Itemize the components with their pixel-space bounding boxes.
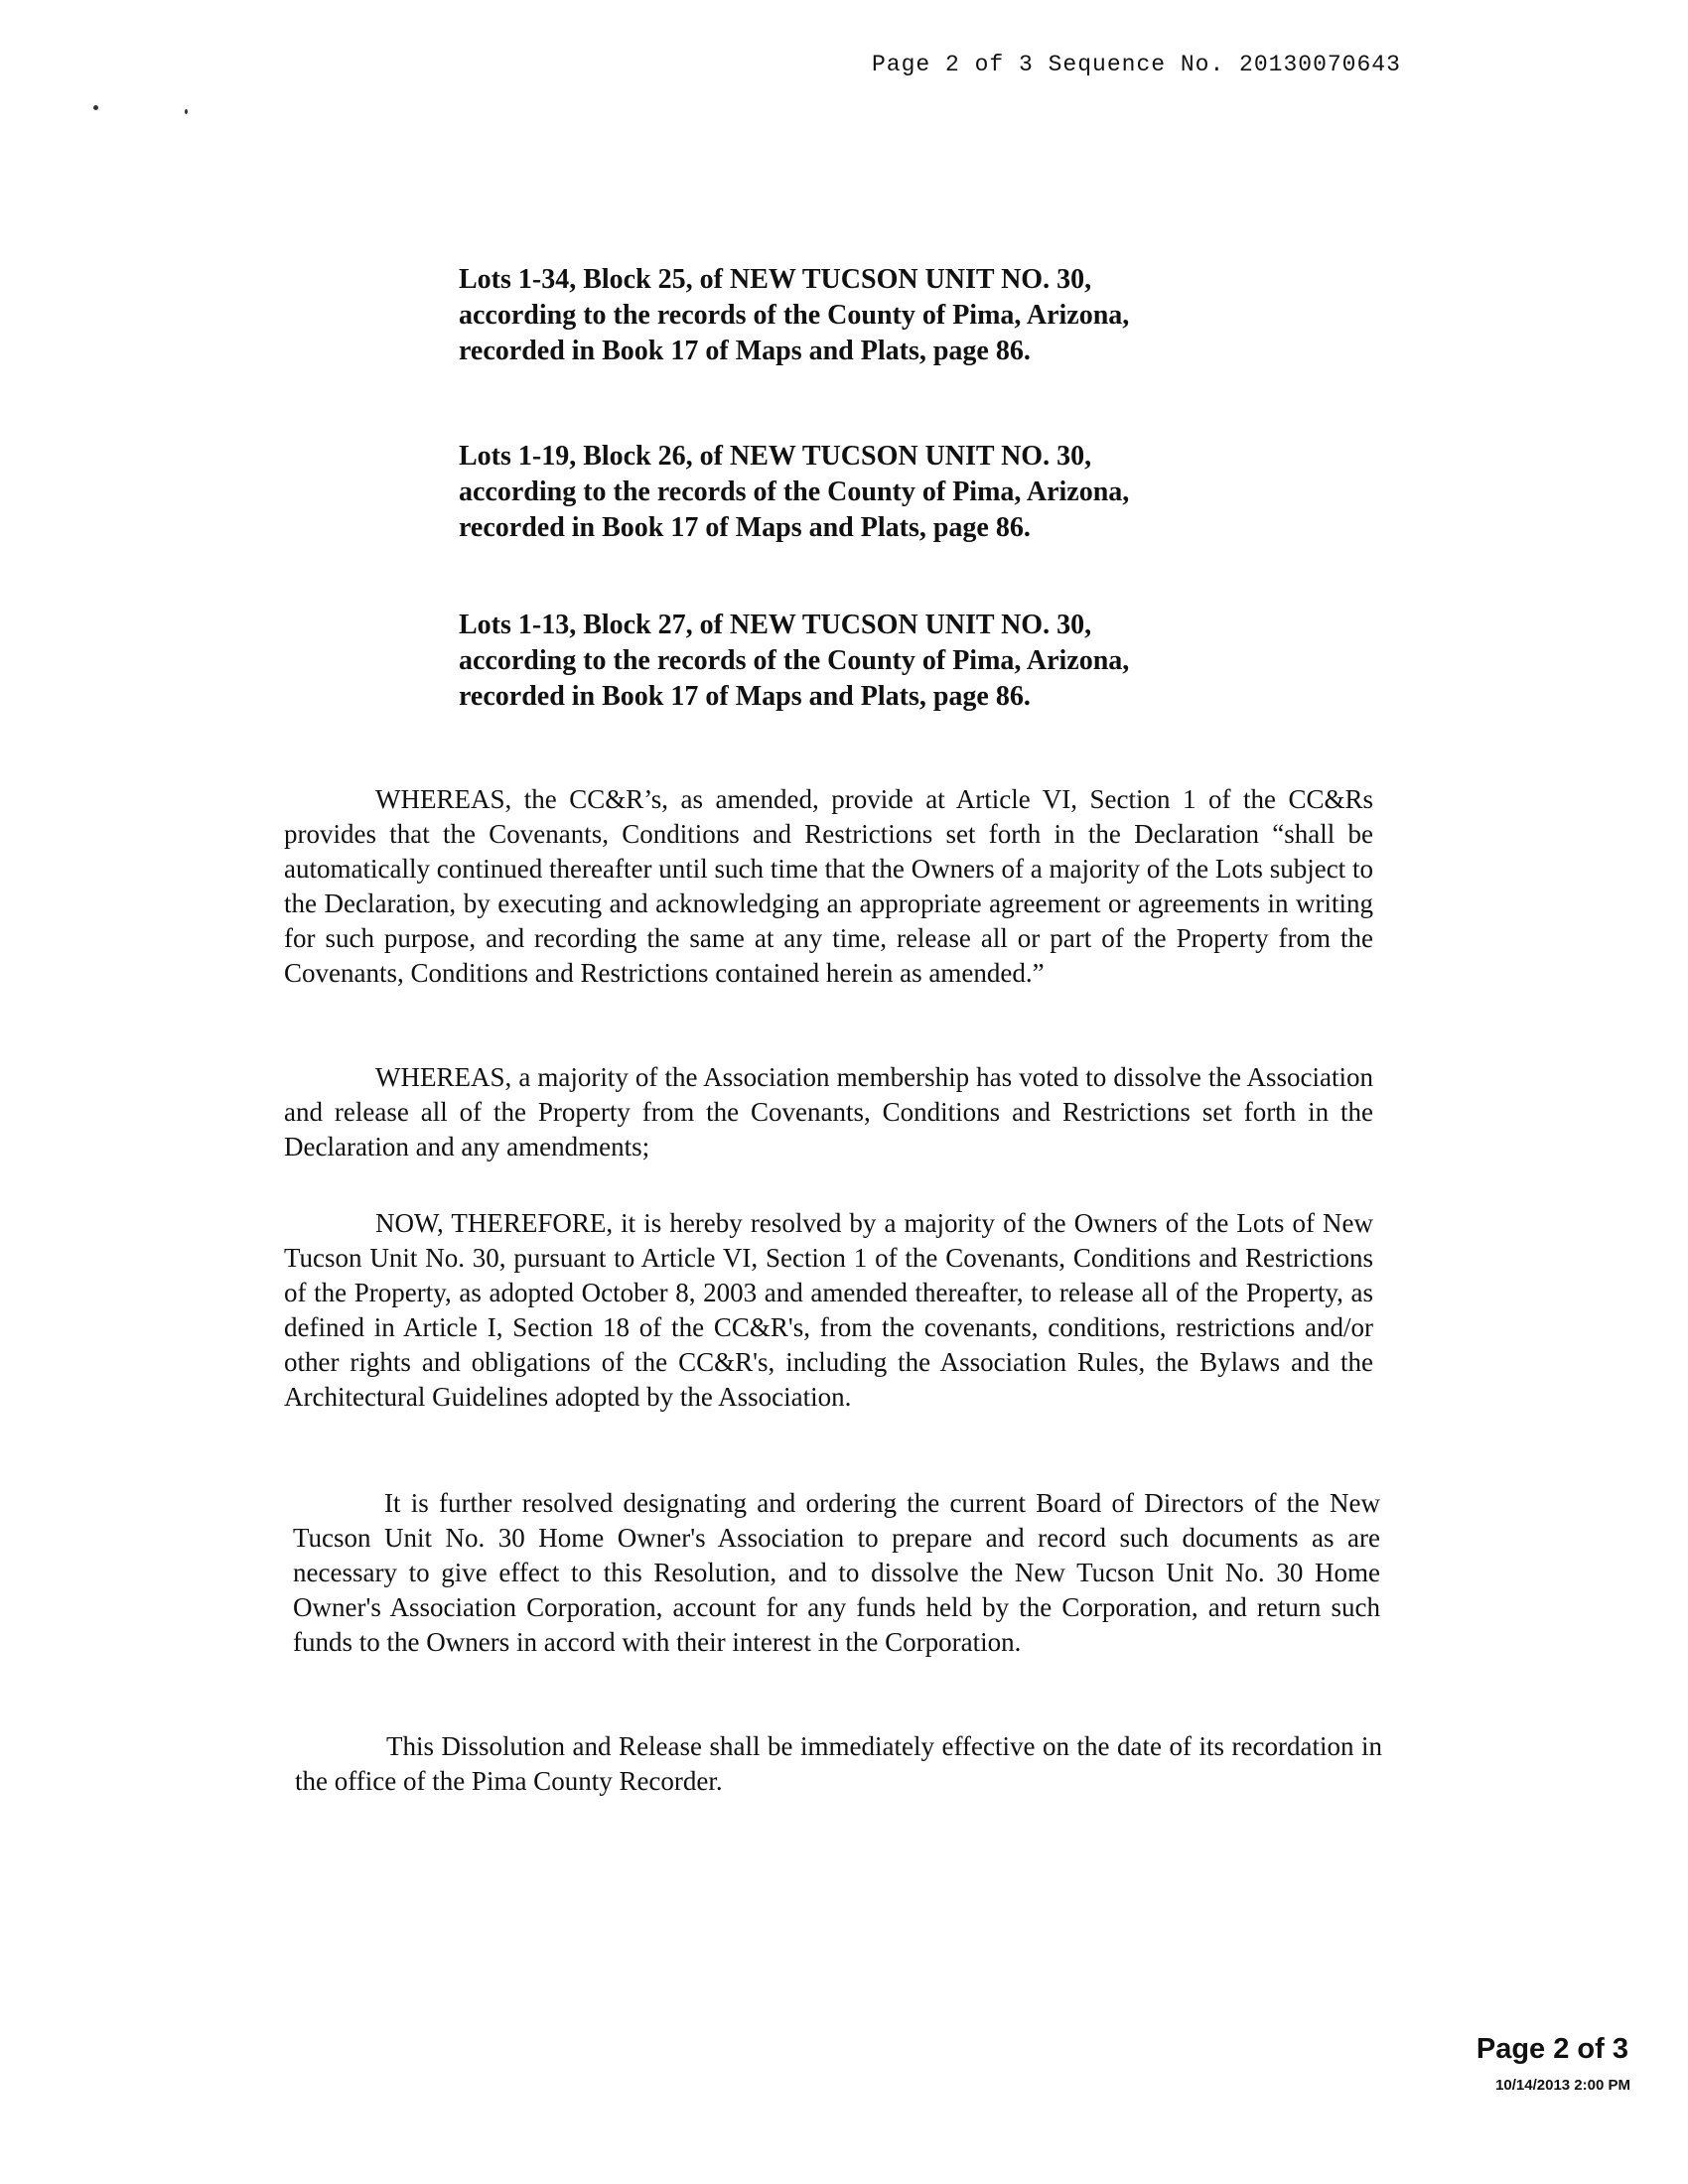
whereas-paragraph-1: WHEREAS, the CC&R’s, as amended, provide at Article VI, Section 1 of the CC&Rs provides that the Covenants, Conditions and Restrictions set forth in the Declaration “shall be automatically continued thereafter until such time that the Owners of a majority of the Lots subject to the Declaration, by executing and acknowledging an appropriate agreement or agreements in writing for such purpose, and recording the same at any time, release all or part of the Property from the Covenants, Conditions and Restrictions contained herein as amended.” bbox=[284, 784, 1373, 988]
header-sequence-number: Page 2 of 3 Sequence No. 20130070643 bbox=[872, 52, 1401, 77]
whereas-paragraph-2: WHEREAS, a majority of the Association membership has voted to dissolve the Association and release all of the Property from the Covenants, Conditions and Restrictions set forth in the Declaration and any amendments; bbox=[284, 1062, 1373, 1161]
footer-page-label: Page 2 of 3 bbox=[1476, 2033, 1628, 2065]
scan-speck bbox=[185, 109, 188, 114]
legal-description-block-26: Lots 1-19, Block 26, of NEW TUCSON UNIT NO. 30, according to the records of the County of Pima, Arizona, recorded in Book 17 of Maps and Plats, page 86. bbox=[459, 441, 1130, 543]
legal-description-block-27: Lots 1-13, Block 27, of NEW TUCSON UNIT NO. 30, according to the records of the County of Pima, Arizona, recorded in Book 17 of Maps and Plats, page 86. bbox=[459, 610, 1130, 712]
legal-description-block-25: Lots 1-34, Block 25, of NEW TUCSON UNIT NO. 30, according to the records of the County of Pima, Arizona, recorded in Book 17 of Maps and Plats, page 86. bbox=[459, 264, 1130, 366]
further-resolved-paragraph: It is further resolved designating and ordering the current Board of Directors of the New Tucson Unit No. 30 Home Owner's Association to prepare and record such documents as are necessary to give effect to this Resolution, and to dissolve the New Tucson Unit No. 30 Home Owner's Association Corporation, account for any funds held by the Corporation, and return such funds to the Owners in accord with their interest in the Corporation. bbox=[293, 1488, 1380, 1657]
footer-timestamp: 10/14/2013 2:00 PM bbox=[1495, 2077, 1630, 2094]
scan-speck bbox=[93, 105, 98, 110]
effective-date-paragraph: This Dissolution and Release shall be immediately effective on the date of its recordation in the office of the Pima County Recorder. bbox=[295, 1731, 1382, 1796]
resolution-paragraph: NOW, THEREFORE, it is hereby resolved by a majority of the Owners of the Lots of New Tucson Unit No. 30, pursuant to Article VI, Section 1 of the Covenants, Conditions and Restrictions of the Property, as adopted October 8, 2003 and amended thereafter, to release all of the Property, as defined in Article I, Section 18 of the CC&R's, from the covenants, conditions, restrictions and/or other rights and obligations of the CC&R's, including the Association Rules, the Bylaws and the Architectural Guidelines adopted by the Association. bbox=[284, 1208, 1373, 1412]
